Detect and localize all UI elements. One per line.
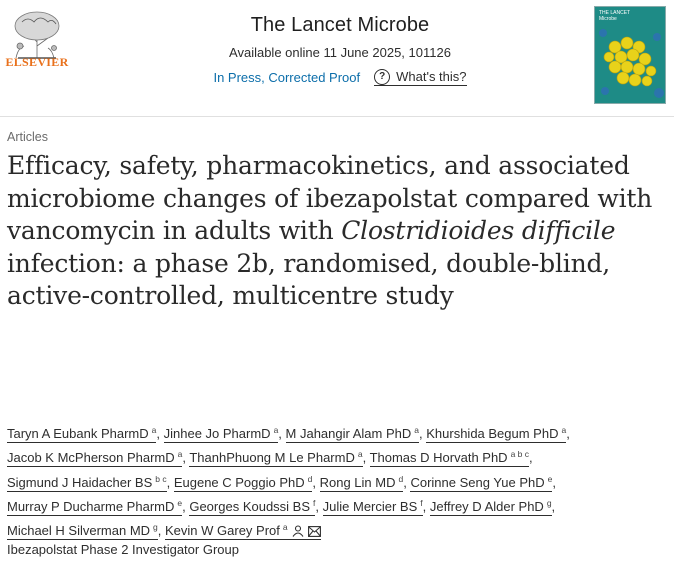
affiliation-marker[interactable]: a bbox=[282, 522, 288, 533]
author-separator: , bbox=[419, 426, 427, 441]
title-organism-italic: Clostridioides difficile bbox=[341, 216, 616, 245]
author-separator: , bbox=[315, 498, 323, 514]
status-line bbox=[180, 69, 500, 86]
affiliation-marker[interactable]: a bbox=[561, 425, 567, 435]
article-header bbox=[0, 0, 674, 112]
author-separator: , bbox=[551, 498, 556, 514]
investigator-group: Ibezapolstat Phase 2 Investigator Group bbox=[7, 542, 239, 557]
author-link[interactable] bbox=[165, 523, 321, 540]
author-name: Jacob K McPherson PharmD bbox=[7, 450, 175, 466]
header-divider bbox=[0, 116, 674, 117]
author-link[interactable] bbox=[430, 499, 552, 516]
author-name: Corinne Seng Yue PhD bbox=[410, 474, 545, 490]
affiliation-marker[interactable]: a bbox=[273, 425, 279, 435]
author-link[interactable] bbox=[7, 523, 158, 540]
author-separator: , bbox=[312, 474, 320, 490]
author-name: Murray P Ducharme PharmD bbox=[7, 498, 175, 514]
person-icon[interactable] bbox=[292, 525, 304, 537]
question-circle-icon: ? bbox=[374, 69, 390, 85]
author-name: Rong Lin MD bbox=[319, 474, 396, 490]
affiliation-marker[interactable]: d bbox=[398, 473, 404, 484]
author-separator: , bbox=[157, 523, 166, 539]
author-separator: , bbox=[422, 498, 430, 514]
affiliation-marker[interactable]: g bbox=[153, 522, 158, 533]
author-link[interactable] bbox=[174, 475, 313, 492]
author-link[interactable] bbox=[7, 450, 182, 467]
author-link[interactable] bbox=[189, 499, 315, 516]
availability-date: Available online 11 June 2025, 101126 bbox=[229, 45, 451, 60]
journal-info bbox=[180, 14, 500, 86]
author-separator: , bbox=[362, 450, 370, 466]
affiliation-marker[interactable]: b c bbox=[155, 473, 167, 484]
affiliation-marker[interactable]: a b c bbox=[510, 449, 530, 460]
author-name: ThanhPhuong M Le PharmD bbox=[189, 450, 355, 466]
journal-title[interactable]: The Lancet Microbe bbox=[250, 14, 430, 36]
author-name: Jinhee Jo PharmD bbox=[163, 426, 271, 441]
author-separator: , bbox=[529, 450, 533, 466]
author-name: Jeffrey D Alder PhD bbox=[429, 498, 544, 514]
article-title: Efficacy, safety, pharmacokinetics, and associated microbiome changes of ibezapolstat compared with vancomycin in adults with Clostridioides difficile infection: a phase 2b, randomised, double-blind, active-controlled, multicentre study bbox=[7, 151, 653, 310]
cover-bacteria-icon bbox=[595, 23, 666, 104]
author-link[interactable] bbox=[410, 475, 552, 492]
author-link[interactable] bbox=[323, 499, 423, 516]
affiliation-marker[interactable]: a bbox=[177, 449, 183, 460]
affiliation-marker[interactable]: a bbox=[414, 425, 419, 435]
affiliation-marker[interactable]: a bbox=[357, 449, 363, 460]
author-name: Thomas D Horvath PhD bbox=[369, 450, 508, 466]
whats-this-label: What's this? bbox=[396, 69, 467, 84]
affiliation-marker[interactable]: g bbox=[546, 497, 552, 508]
author-link[interactable] bbox=[189, 450, 362, 467]
author-link[interactable] bbox=[426, 426, 566, 443]
author-link[interactable] bbox=[7, 426, 156, 443]
author-name: Eugene C Poggio PhD bbox=[173, 474, 305, 490]
author-name: Kevin W Garey Prof bbox=[165, 523, 280, 539]
author-separator: , bbox=[278, 426, 286, 441]
author-contact-icons bbox=[292, 525, 321, 537]
affiliation-marker[interactable]: a bbox=[151, 425, 157, 435]
journal-cover-image[interactable] bbox=[594, 6, 666, 104]
author-name: M Jahangir Alam PhD bbox=[285, 426, 412, 441]
author-link[interactable] bbox=[7, 475, 167, 492]
author-link[interactable] bbox=[164, 426, 279, 443]
author-link[interactable] bbox=[7, 499, 182, 516]
affiliation-marker[interactable]: e bbox=[547, 473, 553, 484]
affiliation-marker[interactable]: d bbox=[307, 473, 313, 484]
in-press-link[interactable]: In Press, Corrected Proof bbox=[213, 70, 361, 85]
cover-title: THE LANCET Microbe bbox=[599, 10, 631, 22]
envelope-icon[interactable] bbox=[308, 526, 321, 537]
author-separator: , bbox=[552, 474, 557, 490]
author-separator: , bbox=[156, 426, 164, 441]
author-name: Sigmund J Haidacher BS bbox=[7, 474, 153, 490]
author-name: Taryn A Eubank PharmD bbox=[7, 426, 149, 441]
author-name: Khurshida Begum PhD bbox=[426, 426, 559, 441]
author-name: Michael H Silverman MD bbox=[7, 523, 151, 539]
author-separator: , bbox=[182, 450, 190, 466]
article-type: Articles bbox=[7, 130, 48, 144]
affiliation-marker[interactable]: f bbox=[420, 497, 423, 508]
author-separator: , bbox=[182, 498, 190, 514]
publisher-name: ELSEVIER bbox=[5, 55, 69, 69]
author-link[interactable] bbox=[370, 450, 529, 467]
affiliation-marker[interactable]: f bbox=[313, 497, 316, 508]
author-list bbox=[7, 420, 671, 541]
author-link[interactable] bbox=[286, 426, 419, 443]
author-name: Julie Mercier BS bbox=[322, 498, 418, 514]
whats-this-button[interactable] bbox=[374, 69, 466, 86]
author-link[interactable] bbox=[320, 475, 404, 492]
author-separator: , bbox=[566, 426, 570, 441]
author-separator: , bbox=[166, 474, 174, 490]
author-name: Georges Koudssi BS bbox=[189, 498, 311, 514]
author-separator: , bbox=[403, 474, 411, 490]
affiliation-marker[interactable]: e bbox=[177, 497, 183, 508]
